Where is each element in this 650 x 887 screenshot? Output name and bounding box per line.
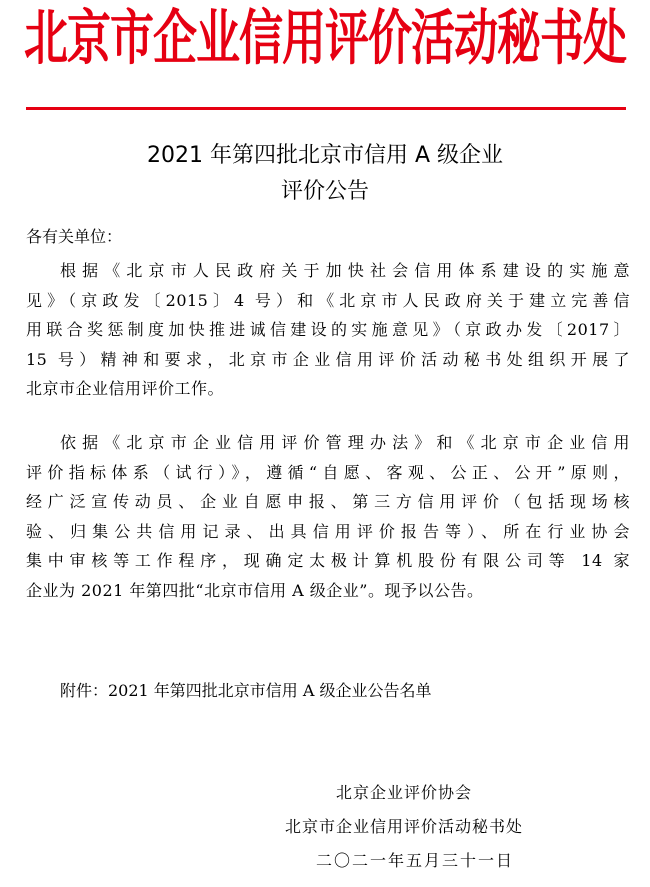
signature-date: 二〇二一年五月三十一日 xyxy=(316,851,515,870)
paragraph-line: 15 号）精神和要求，北京市企业信用评价活动秘书处组织开展了 xyxy=(26,349,630,369)
paragraph-line: 验、归集公共信用记录、出具信用评价报告等）、所在行业协会 xyxy=(26,521,630,541)
signature-org-association: 北京企业评价协会 xyxy=(336,783,473,802)
document-title-line-1: 2021 年第四批北京市信用 A 级企业 xyxy=(146,143,504,168)
paragraph-line: 根据《北京市人民政府关于加快社会信用体系建设的实施意 xyxy=(60,261,630,280)
paragraph-line: 用联合奖惩制度加快推进诚信建设的实施意见》（京政办发〔2017〕 xyxy=(26,320,630,339)
paragraph-line: 北京市企业信用评价工作。 xyxy=(26,379,225,398)
salutation: 各有关单位： xyxy=(26,227,123,246)
document-title-line-2: 评价公告 xyxy=(280,179,369,204)
paragraph-line: 企业为 2021 年第四批“北京市信用 A 级企业”。现予以公告。 xyxy=(26,580,484,600)
paragraph-line: 集中审核等工作程序，现确定太极计算机股份有限公司等 14 家 xyxy=(26,551,630,570)
paragraph-line: 依据《北京市企业信用评价管理办法》和《北京市企业信用 xyxy=(60,433,630,452)
red-divider-rule xyxy=(26,107,626,110)
paragraph-line: 评价指标体系（试行）》，遵循“自愿、客观、公正、公开”原则， xyxy=(26,462,630,482)
masthead-title: 北京市企业信用评价活动秘书处 xyxy=(24,4,626,74)
paragraph-decision xyxy=(26,428,630,605)
paragraph-basis xyxy=(26,256,630,404)
document-title xyxy=(0,138,650,210)
attachment-note: 附件：2021 年第四批北京市信用 A 级企业公告名单 xyxy=(60,681,432,700)
paragraph-line: 经广泛宣传动员、企业自愿申报、第三方信用评价（包括现场核 xyxy=(26,492,630,511)
paragraph-line: 见》（京政发〔2015〕4 号）和《北京市人民政府关于建立完善信 xyxy=(26,290,630,310)
signature-org-secretariat: 北京市企业信用评价活动秘书处 xyxy=(285,817,524,836)
